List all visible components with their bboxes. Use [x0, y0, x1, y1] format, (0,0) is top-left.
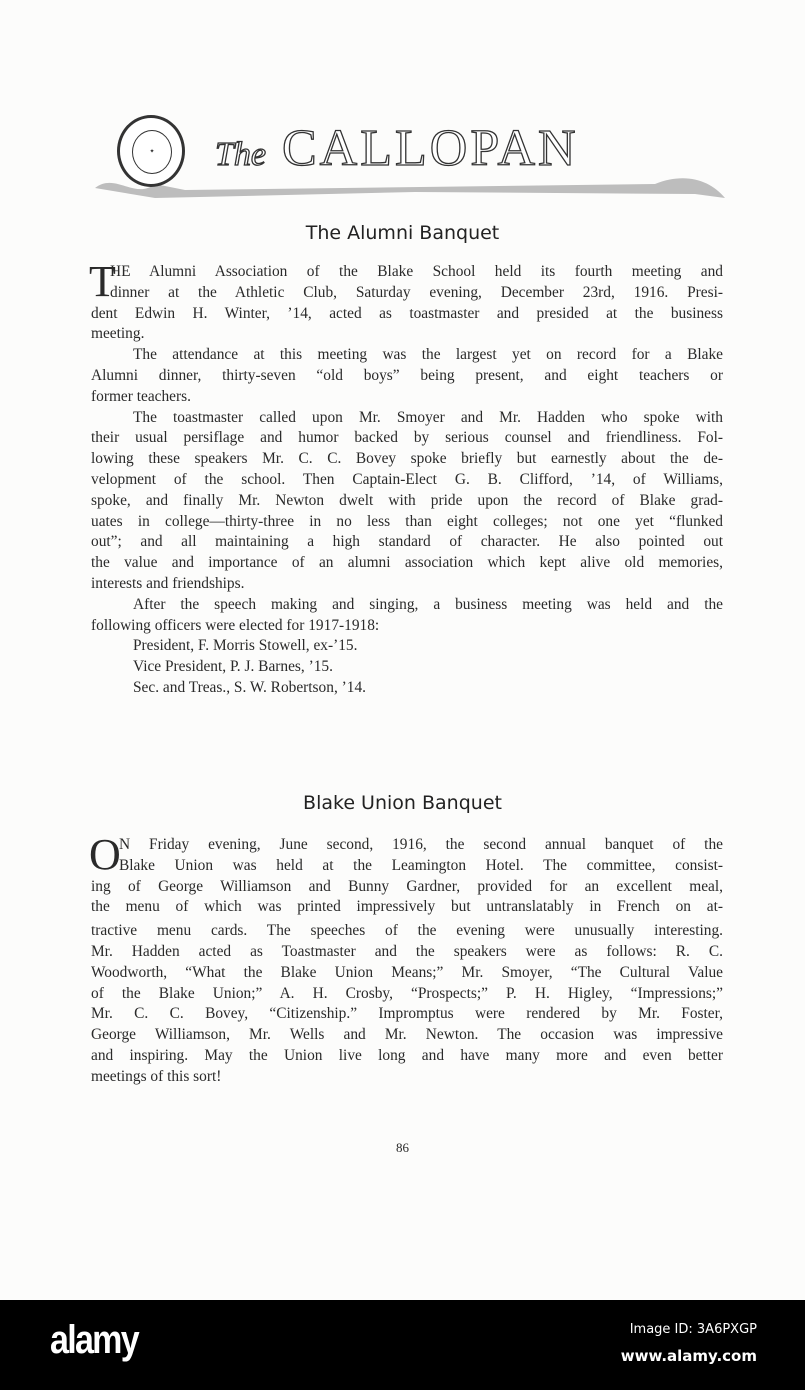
- article-title: The Alumni Banquet: [305, 222, 500, 244]
- text-line: The toastmaster called upon Mr. Smoyer and Mr. Hadden who spoke with: [133, 408, 723, 426]
- article-title: Blake Union Banquet: [303, 792, 502, 814]
- text-line: Blake Union was held at the Leamington Hotel. The committee, consist-: [119, 856, 723, 874]
- article-body: [89, 257, 723, 699]
- page-number: 86: [396, 1140, 409, 1155]
- masthead: [95, 115, 725, 210]
- text-line: ing of George Williamson and Bunny Gardner, provided for an excellent meal,: [91, 877, 723, 895]
- text-line: dinner at the Athletic Club, Saturday evening, December 23rd, 1916. Presi-: [110, 283, 723, 301]
- text-line: HE Alumni Association of the Blake School held its fourth meeting and: [110, 263, 723, 280]
- text-line: Mr. C. C. Bovey, “Citizenship.” Impromptus were rendered by Mr. Foster,: [91, 1005, 723, 1023]
- text-line: dent Edwin H. Winter, ’14, acted as toastmaster and presided at the business: [91, 304, 723, 322]
- text-line: following officers were elected for 1917-1918:: [91, 616, 380, 634]
- watermark-bar: [0, 1300, 805, 1390]
- text-line: their usual persiflage and humor backed by serious counsel and friendliness. Fol-: [91, 429, 723, 447]
- text-line: meetings of this sort!: [91, 1067, 222, 1085]
- text-line: The attendance at this meeting was the largest yet on record for a Blake: [133, 346, 723, 364]
- text-line: the value and importance of an alumni association which kept alive old memories,: [91, 554, 723, 572]
- publication-title: The CALLOPAN: [215, 120, 579, 177]
- text-line: spoke, and finally Mr. Newton dwelt with pride upon the record of Blake grad-: [91, 491, 723, 509]
- text-line: Mr. Hadden acted as Toastmaster and the speakers were as follows: R. C.: [91, 942, 723, 960]
- text-line: interests and friendships.: [91, 574, 245, 592]
- text-line: the menu of which was printed impressively but untranslatably in French on at-: [91, 898, 723, 916]
- watermark-url: www.alamy.com: [620, 1347, 757, 1365]
- officer-line: President, F. Morris Stowell, ex-’15.: [133, 637, 358, 655]
- drop-cap: O: [89, 830, 121, 879]
- image-id: Image ID: 3A6PXGP: [629, 1322, 757, 1337]
- drop-cap: T: [89, 257, 116, 306]
- school-seal: [117, 115, 185, 187]
- torch-icon: ✦: [132, 130, 172, 174]
- text-line: of the Blake Union;” A. H. Crosby, “Prospects;” P. H. Higley, “Impressions;”: [91, 984, 723, 1002]
- text-line: After the speech making and singing, a business meeting was held and the: [133, 595, 723, 613]
- text-line: velopment of the school. Then Captain-Elect G. B. Clifford, ’14, of Williams,: [91, 470, 723, 488]
- text-line: and inspiring. May the Union live long and have many more and even better: [91, 1046, 723, 1064]
- text-line: meeting.: [91, 325, 145, 343]
- text-line: N Friday evening, June second, 1916, the second annual banquet of the: [119, 836, 723, 853]
- text-line: George Williamson, Mr. Wells and Mr. Newton. The occasion was impressive: [91, 1026, 723, 1044]
- text-line: lowing these speakers Mr. C. C. Bovey spoke briefly but earnestly about the de-: [91, 450, 723, 468]
- text-line: uates in college—thirty-three in no less than eight colleges; not one yet “flunked: [91, 512, 723, 530]
- text-line: Alumni dinner, thirty-seven “old boys” being present, and eight teachers or: [91, 366, 723, 384]
- alamy-logo: alamy: [50, 1318, 138, 1362]
- text-line: Woodworth, “What the Blake Union Means;” Mr. Smoyer, “The Cultural Value: [91, 963, 723, 981]
- text-line: tractive menu cards. The speeches of the evening were unusually interesting.: [91, 922, 723, 940]
- text-line: out”; and all maintaining a high standard of character. He also pointed out: [91, 533, 723, 551]
- text-line: former teachers.: [91, 387, 191, 405]
- article-body: [89, 830, 723, 1088]
- officer-line: Vice President, P. J. Barnes, ’15.: [133, 658, 333, 676]
- officer-line: Sec. and Treas., S. W. Robertson, ’14.: [133, 678, 366, 696]
